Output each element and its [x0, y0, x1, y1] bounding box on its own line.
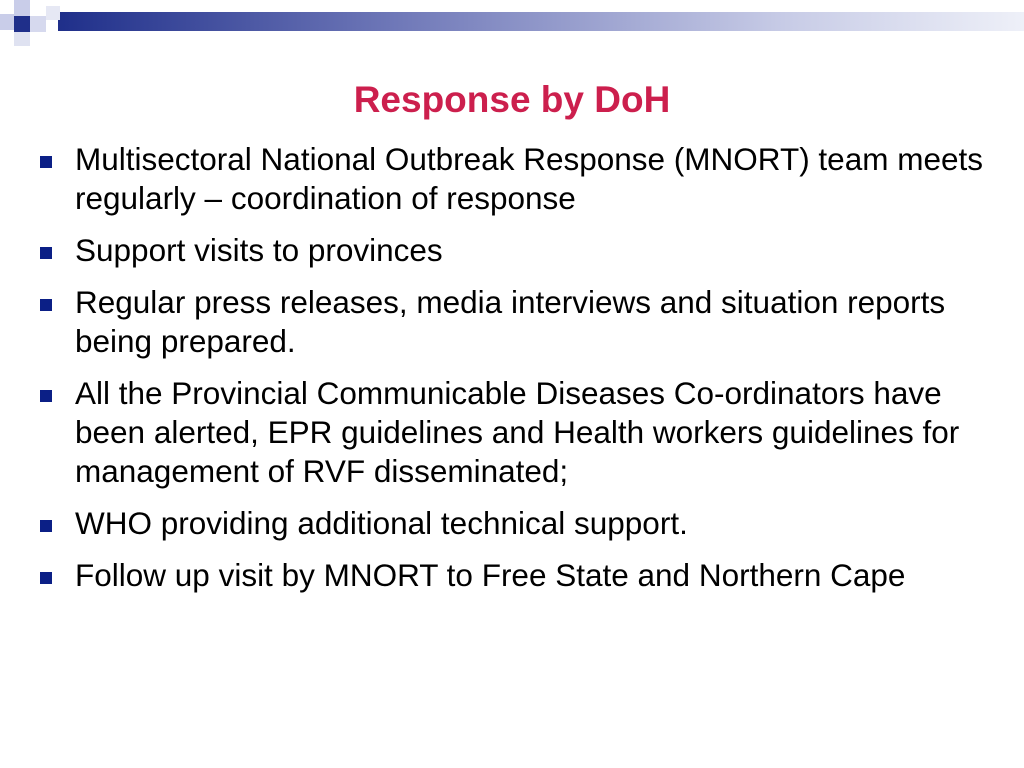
header-decoration — [0, 0, 1024, 50]
header-square — [0, 30, 14, 44]
square-bullet-icon — [40, 247, 52, 259]
header-square — [14, 0, 30, 16]
header-square — [46, 6, 60, 20]
bullet-item — [36, 556, 1016, 595]
bullet-item — [36, 283, 1016, 361]
bullet-text: Support visits to provinces — [75, 232, 443, 268]
header-square — [30, 32, 46, 46]
bullet-item — [36, 504, 1016, 543]
header-square — [30, 0, 46, 16]
square-bullet-icon — [40, 156, 52, 168]
square-bullet-icon — [40, 390, 52, 402]
header-square — [30, 16, 46, 32]
bullet-text: Follow up visit by MNORT to Free State and Northern Cape — [75, 557, 906, 593]
bullet-item — [36, 231, 1016, 270]
bullet-text: WHO providing additional technical support. — [75, 505, 688, 541]
bullet-list — [36, 140, 1016, 608]
header-square — [0, 0, 14, 14]
bullet-text: Multisectoral National Outbreak Response (MNORT) team meets regularly – coordination of response — [75, 141, 983, 216]
square-bullet-icon — [40, 572, 52, 584]
bullet-text: Regular press releases, media interviews and situation reports being prepared. — [75, 284, 946, 359]
header-gradient-strip — [58, 12, 1024, 31]
header-square — [0, 14, 14, 30]
slide-title: Response by DoH — [353, 79, 671, 120]
square-bullet-icon — [40, 520, 52, 532]
header-square — [14, 16, 30, 32]
bullet-text: All the Provincial Communicable Diseases Co-ordinators have been alerted, EPR guidelines and Health workers guidelines for management of RVF disseminated; — [75, 375, 960, 489]
header-square — [14, 32, 30, 46]
square-bullet-icon — [40, 299, 52, 311]
bullet-item — [36, 140, 1016, 218]
bullet-item — [36, 374, 1016, 491]
